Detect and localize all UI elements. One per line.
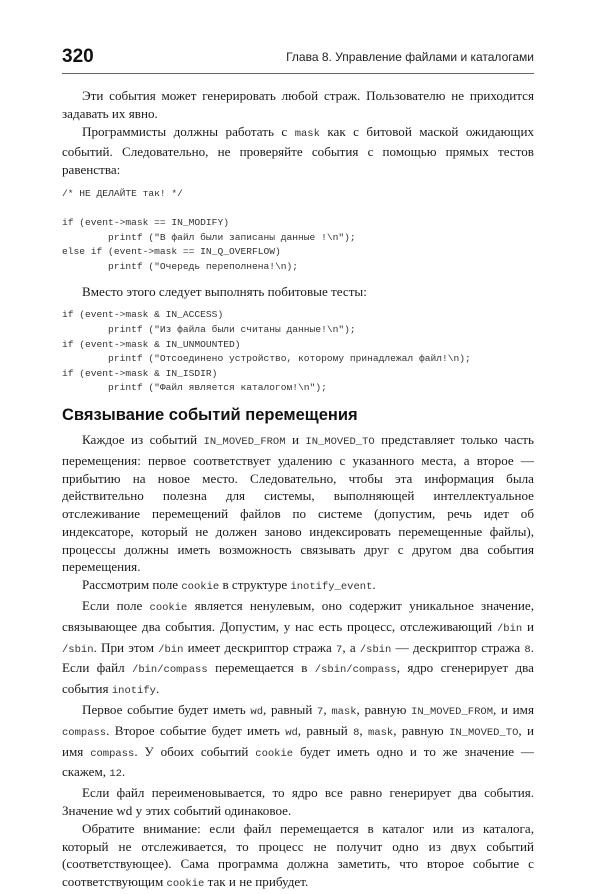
section-heading: Связывание событий перемещения: [62, 405, 358, 424]
paragraph-1: Эти события может генерировать любой страж. Пользователю не приходится задавать их явно.: [62, 88, 534, 121]
paragraph-4: Каждое из событий IN_MOVED_FROM и IN_MOVED_TO представляет только часть перемещения: первое соответствует удалению с указанного места, а второе — прибытию на новое место. Следовательно, чтобы эта информация была действительно полезна для системы, выполняющей интеллектуальное отслеживание перемещений файлов по системе (допустим, речь идет об индексаторе, который не должен заново индексировать перемещенные файлы), процессы должны иметь возможность связывать друг с другом два события перемещения.: [62, 431, 535, 575]
header-rule: [62, 73, 534, 74]
paragraph-8: Если файл переименовывается, то ядро все равно генерирует два события. Значение wd у этих событий одинаковое.: [62, 785, 534, 819]
paragraph-3: Вместо этого следует выполнять побитовые тесты:: [82, 283, 367, 299]
paragraph-9: Обратите внимание: если файл перемещается в каталог или из каталога, который не отслеживается, то процесс не получит одно из двух событий (соответствующее). Сама программа должна заметить, что второе событие с соответствующим cookie так и не прибудет.: [62, 820, 534, 891]
paragraph-7: Первое событие будет иметь wd, равный 7, mask, равную IN_MOVED_FROM, и имя compass. Второе событие будет иметь wd, равный 8, mask, равную IN_MOVED_TO, и имя compass. У обоих событий cookie будет иметь одно и то же значение — скажем, 12.: [62, 702, 534, 781]
paragraph-2: Программисты должны работать с mask как с битовой маской ожидающих событий. Следовательно, не проверяйте события с помощью прямых тестов равенства:: [62, 123, 534, 178]
code-block-bitwise-tests: if (event->mask & IN_ACCESS) printf ("Из файла были считаны данные!\n"); if (event->mask & IN_UNMOUNTED) printf ("Отсоединено устройство, которому принадлежал файл!\n); if (event->mask & IN_ISDIR) printf ("Файл является каталогом!\n");: [62, 309, 471, 394]
page-body: [62, 87, 534, 894]
chapter-title: Глава 8. Управление файлами и каталогами: [286, 50, 534, 64]
page-number: 320: [62, 46, 94, 67]
paragraph-6: Если поле cookie является ненулевым, оно содержит уникальное значение, связывающее два события. Допустим, у нас есть процесс, отслеживающий /bin и /sbin. При этом /bin имеет дескриптор стража 7, а /sbin — дескриптор стража 8. Если файл /bin/compass перемещается в /sbin/compass, ядро сгенерирует два события inotify.: [62, 598, 534, 698]
paragraph-5: Рассмотрим поле cookie в структуре inotify_event.: [82, 577, 376, 594]
code-block-bad-example: /* НЕ ДЕЛАЙТЕ так! */ if (event->mask == IN_MODIFY) printf ("В файл были записаны данные !\n"); else if (event->mask == IN_Q_OVERFLOW) printf ("Очередь переполнена!\n);: [62, 187, 356, 272]
